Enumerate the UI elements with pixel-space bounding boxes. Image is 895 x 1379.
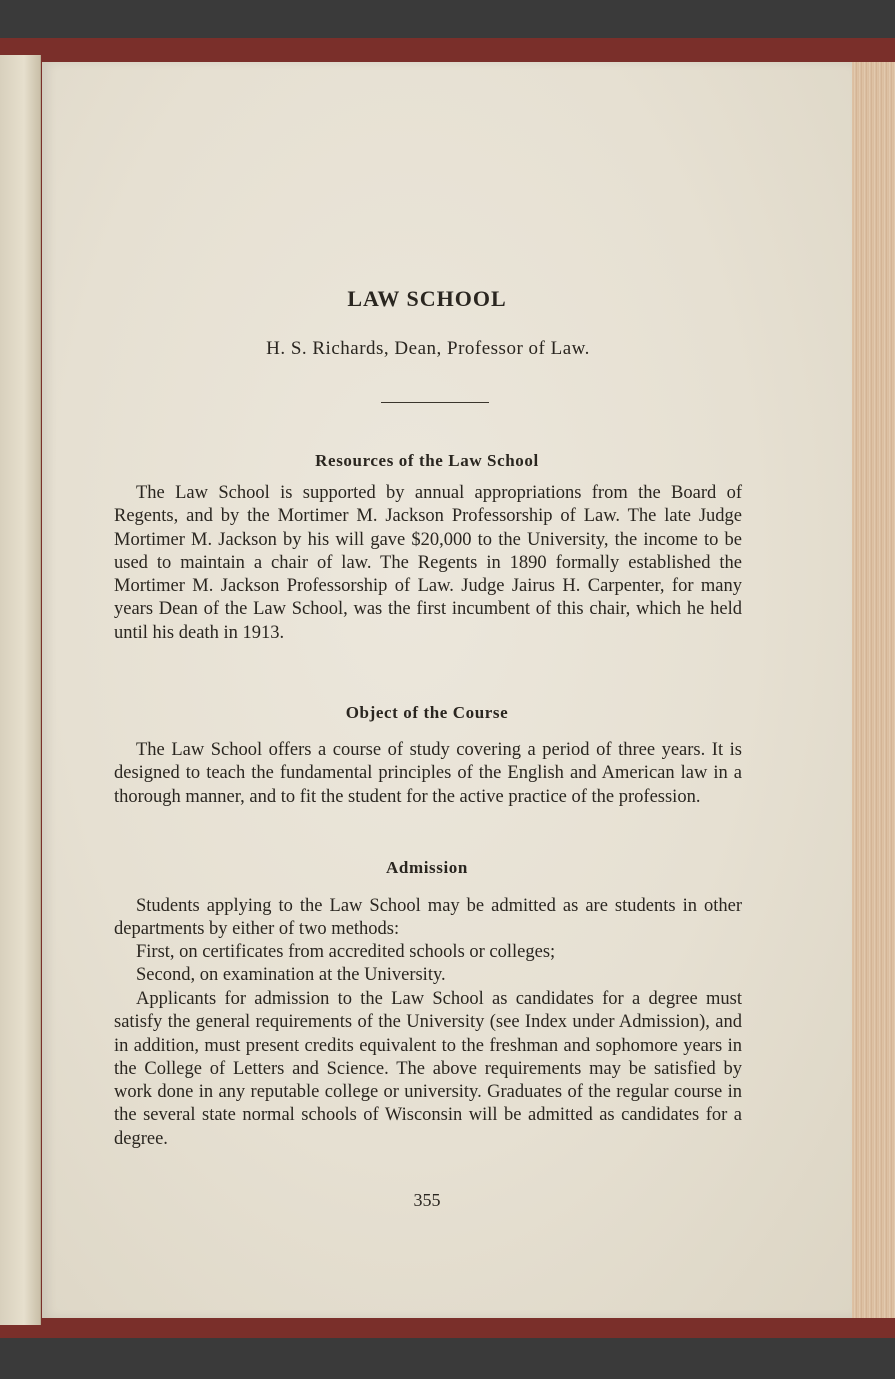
section-heading-resources: Resources of the Law School xyxy=(315,451,539,470)
section-heading-admission: Admission xyxy=(386,858,468,877)
dean-byline: H. S. Richards, Dean, Professor of Law. xyxy=(266,338,590,359)
admission-paragraph-requirements: Applicants for admission to the Law School as candidates for a degree must satisfy the general requirements of the University (see Index under Admission), and in addition, must present credits equivalent to the freshman and sophomore years in the College of Letters and Science. The above requirements may be satisfied by work done in any reputable college or university. Graduates of the regular course in the several state normal schools of Wisconsin will be admitted as candidates for a degree. xyxy=(114,989,742,1149)
resources-paragraph: The Law School is supported by annual appropriations from the Board of Regents, and by the Mortimer M. Jackson Professorship of Law. The late Judge Mortimer M. Jackson by his will gave $20,000 to the University, the income to be used to maintain a chair of law. The Regents in 1890 formally established the Mortimer M. Jackson Professorship of Law. Judge Jairus H. Carpenter, for many years Dean of the Law School, was the first incumbent of this chair, which he held until his death in 1913. xyxy=(114,483,742,643)
page-title: LAW SCHOOL xyxy=(347,286,507,311)
section-heading-object: Object of the Course xyxy=(345,703,509,722)
book-page xyxy=(42,62,852,1318)
previous-page-edge xyxy=(0,55,41,1325)
page-block-edges xyxy=(848,62,895,1318)
admission-paragraph-1: Students applying to the Law School may be admitted as are students in other departments by either of two methods: xyxy=(114,896,742,940)
object-paragraph: The Law School offers a course of study covering a period of three years. It is designed to teach the fundamental principles of the English and American law in a thorough manner, and to fit the student for the active practice of the profession. xyxy=(114,740,742,807)
admission-method-first: First, on certificates from accredited schools or colleges; xyxy=(136,942,556,962)
admission-method-second: Second, on examination at the University. xyxy=(136,965,446,985)
title-divider xyxy=(381,402,489,403)
page-number: 355 xyxy=(413,1190,441,1210)
